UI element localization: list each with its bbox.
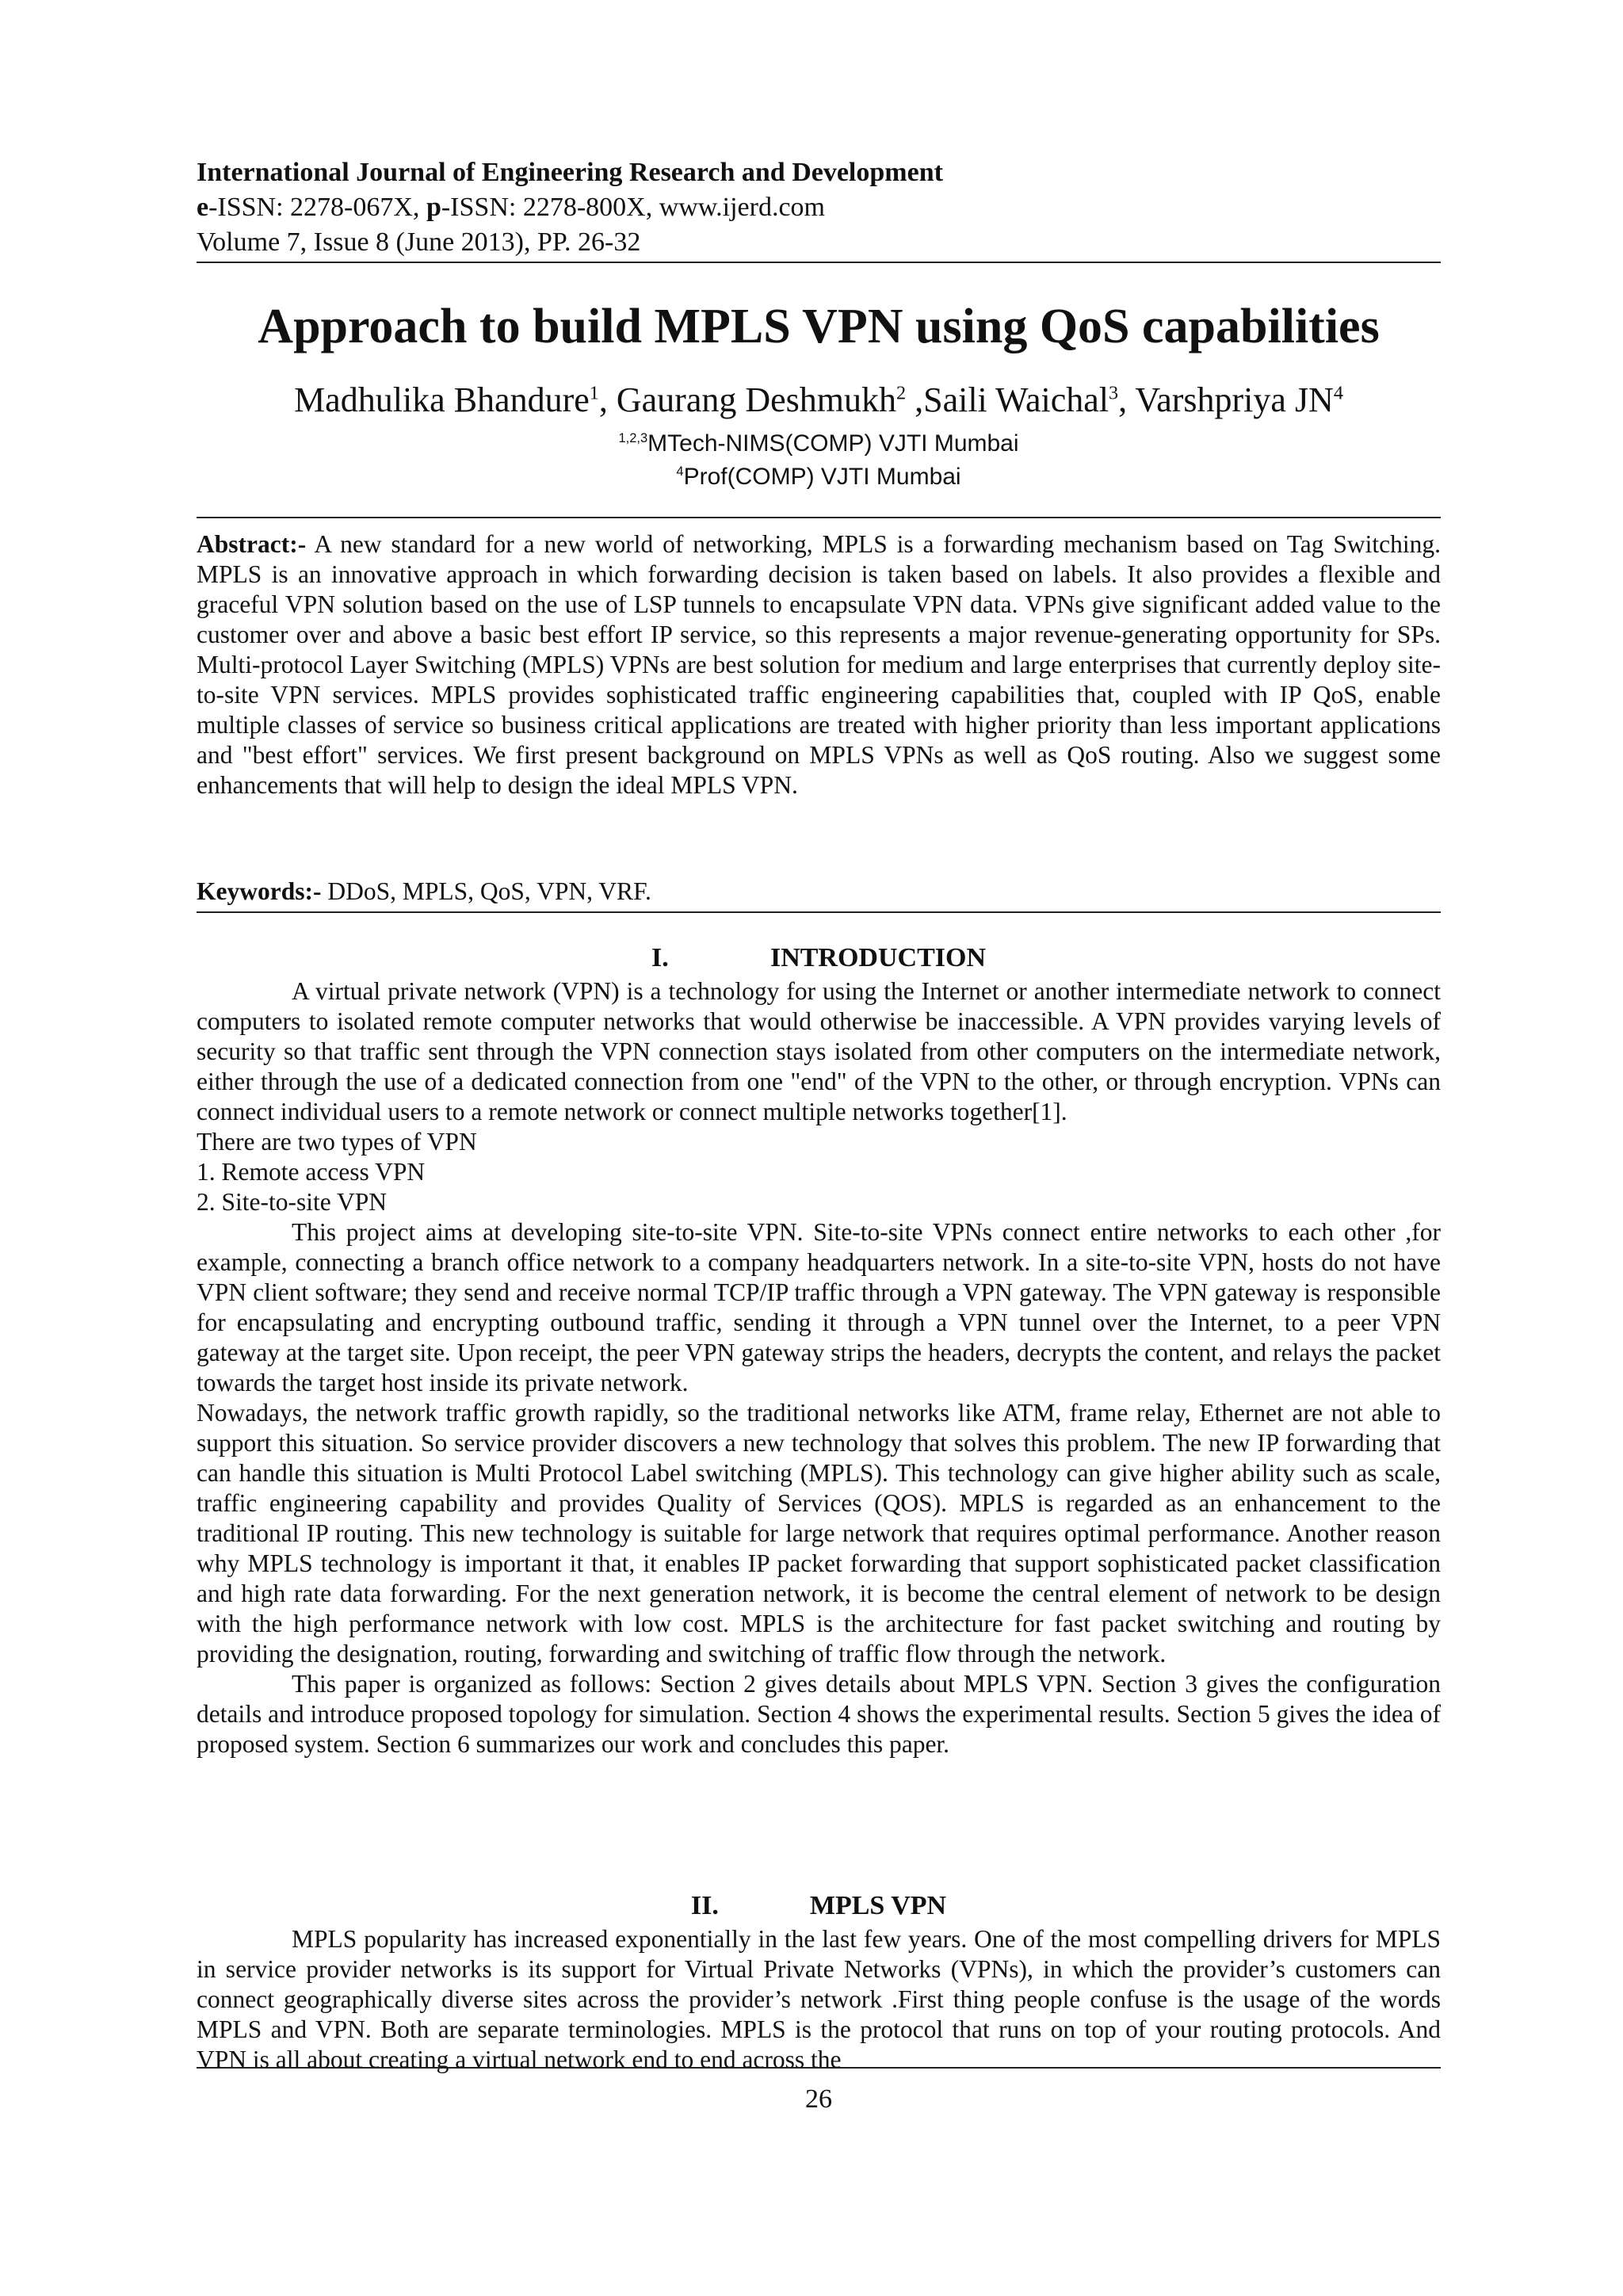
section-title: INTRODUCTION	[769, 943, 987, 972]
pissn-label: p	[426, 193, 441, 222]
footer-rule	[197, 2067, 1441, 2069]
list-item: 1. Remote access VPN	[197, 1158, 426, 1186]
affiliation-sup: 1,2,3	[618, 431, 648, 445]
pissn-value: -ISSN: 2278-800X, www.ijerd.com	[441, 193, 825, 222]
abstract-label: Abstract:-	[197, 530, 307, 558]
author-sup: 4	[1333, 382, 1343, 404]
section-heading-mpls-vpn	[197, 1889, 1441, 1923]
author-sep: ,	[906, 380, 924, 419]
introduction-body	[197, 976, 1441, 1759]
mpls-vpn-body	[197, 1924, 1441, 2075]
paragraph: This paper is organized as follows: Section 2 gives details about MPLS VPN. Section 3 gives the configuration details and introduce proposed topology for simulation. Section 4 shows the experimental results. Section 5 gives the idea of proposed system. Section 6 summarizes our work and concludes this paper.	[197, 1670, 1441, 1758]
author-sup: 3	[1109, 382, 1119, 404]
paragraph: MPLS popularity has increased exponentially in the last few years. One of the most compelling drivers for MPLS in service provider networks is its support for Virtual Private Networks (VPNs), in which the provider’s customers can connect geographically diverse sites across the provider’s network .First thing people confuse is the usage of the words MPLS and VPN. Both are separate terminologies. MPLS is the protocol that runs on top of your routing protocols. And VPN is all about creating a virtual network end to end across the	[197, 1925, 1441, 2073]
author-sup: 2	[896, 382, 907, 404]
page-number: 26	[805, 2084, 832, 2114]
affiliation-sup: 4	[676, 464, 684, 479]
abstract-rule-top	[197, 517, 1441, 518]
author-name: Saili Waichal	[923, 380, 1109, 419]
paper-title: Approach to build MPLS VPN using QoS capabilities	[258, 300, 1380, 353]
section-number: II.	[690, 1891, 719, 1920]
affiliation-line	[197, 428, 1441, 460]
eissn-value: -ISSN: 2278-067X,	[208, 193, 426, 222]
author-sep: ,	[1118, 380, 1136, 419]
issn-line	[197, 190, 1441, 225]
section-title: MPLS VPN	[809, 1891, 947, 1920]
author-line	[197, 377, 1441, 423]
author-name: Gaurang Deshmukh	[616, 380, 896, 419]
journal-header	[197, 155, 1441, 260]
paragraph: A virtual private network (VPN) is a technology for using the Internet or another intermediate network to connect computers to isolated remote computer networks that would otherwise be inaccessible. A VPN provides varying levels of security so that traffic sent through the VPN connection stays isolated from other computers on the intermediate network, either through the use of a dedicated connection from one "end" of the VPN to the other, or through encryption. VPNs can connect individual users to a remote network or connect multiple networks together[1].	[197, 977, 1441, 1125]
keywords-label: Keywords:-	[197, 877, 322, 905]
abstract-text: A new standard for a new world of networking, MPLS is a forwarding mechanism based on Tag Switching. MPLS is an innovative approach in which forwarding decision is taken based on labels. It also provides a flexible and graceful VPN solution based on the use of LSP tunnels to encapsulate VPN data. VPNs give significant added value to the customer over and above a basic best effort IP service, so this represents a major revenue-generating opportunity for SPs. Multi-protocol Layer Switching (MPLS) VPNs are best solution for medium and large enterprises that currently deploy site-to-site VPN services. MPLS provides sophisticated traffic engineering capabilities that, coupled with IP QoS, enable multiple classes of service so business critical applications are treated with higher priority than less important applications and "best effort" services. We first present background on MPLS VPNs as well as QoS routing. Also we suggest some enhancements that will help to design the ideal MPLS VPN.	[197, 530, 1441, 799]
section-number: I.	[651, 943, 669, 972]
affiliation-text: MTech-NIMS(COMP) VJTI Mumbai	[647, 430, 1019, 457]
eissn-label: e	[197, 193, 209, 222]
author-name: Madhulika Bhandure	[294, 380, 590, 419]
keywords-text: DDoS, MPLS, QoS, VPN, VRF.	[321, 877, 651, 905]
author-sup: 1	[589, 382, 599, 404]
abstract	[197, 529, 1441, 800]
keywords-rule	[197, 911, 1441, 913]
keywords	[197, 877, 1441, 907]
affiliation-text: Prof(COMP) VJTI Mumbai	[683, 464, 961, 490]
header-rule	[197, 262, 1441, 263]
journal-name: International Journal of Engineering Research and Development	[197, 158, 943, 187]
section-heading-introduction	[197, 942, 1441, 975]
paragraph: This project aims at developing site-to-site VPN. Site-to-site VPNs connect entire networks to each other ,for example, connecting a branch office network to a company headquarters network. In a site-to-site VPN, hosts do not have VPN client software; they send and receive normal TCP/IP traffic through a VPN gateway. The VPN gateway is responsible for encapsulating and encrypting outbound traffic, sending it through a VPN tunnel over the Internet, to a peer VPN gateway at the target site. Upon receipt, the peer VPN gateway strips the headers, decrypts the content, and relays the packet towards the target host inside its private network.	[197, 1218, 1441, 1396]
author-name: Varshpriya JN	[1135, 380, 1334, 419]
affiliation-line	[197, 461, 1441, 493]
paragraph: Nowadays, the network traffic growth rapidly, so the traditional networks like ATM, frame relay, Ethernet are not able to support this situation. So service provider discovers a new technology that solves this problem. The new IP forwarding that can handle this situation is Multi Protocol Label switching (MPLS). This technology can give higher ability such as scale, traffic engineering capability and provides Quality of Services (QOS). MPLS is regarded as an enhancement to the traditional IP routing. This new technology is suitable for large network that requires optimal performance. Another reason why MPLS technology is important it that, it enables IP packet forwarding that support sophisticated packet classification and high rate data forwarding. For the next generation network, it is become the central element of network to be design with the high performance network with low cost. MPLS is the architecture for fast packet switching and routing by providing the designation, routing, forwarding and switching of traffic flow through the network.	[197, 1399, 1441, 1668]
paragraph: There are two types of VPN	[197, 1128, 477, 1156]
list-item: 2. Site-to-site VPN	[197, 1188, 388, 1216]
author-sep: ,	[598, 380, 617, 419]
volume-line: Volume 7, Issue 8 (June 2013), PP. 26-32	[197, 227, 641, 257]
